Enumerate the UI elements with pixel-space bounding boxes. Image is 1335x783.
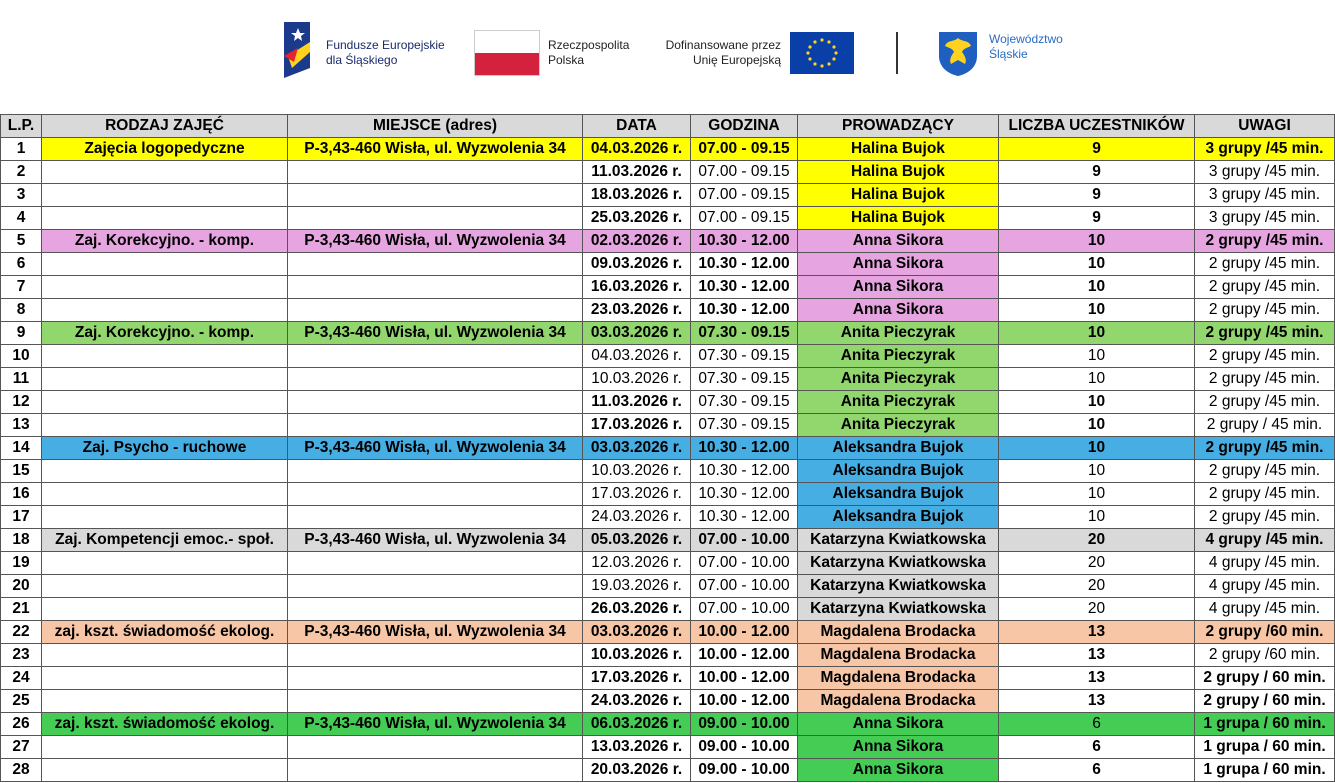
cell-rodzaj: zaj. kszt. świadomość ekolog. <box>42 713 288 736</box>
fe-star-icon <box>284 22 318 78</box>
cell-lp: 26 <box>1 713 42 736</box>
cell-data: 03.03.2026 r. <box>583 621 691 644</box>
cell-liczba: 10 <box>999 506 1195 529</box>
cell-prowadzacy: Aleksandra Bujok <box>798 483 999 506</box>
cell-lp: 4 <box>1 207 42 230</box>
cell-prowadzacy: Anna Sikora <box>798 253 999 276</box>
cell-miejsce <box>288 391 583 414</box>
cell-rodzaj <box>42 299 288 322</box>
cell-godzina: 10.30 - 12.00 <box>691 299 798 322</box>
table-row <box>1 230 1335 253</box>
cell-godzina: 07.00 - 09.15 <box>691 138 798 161</box>
table-row <box>1 506 1335 529</box>
cell-rodzaj <box>42 690 288 713</box>
cell-miejsce <box>288 184 583 207</box>
cell-prowadzacy: Halina Bujok <box>798 138 999 161</box>
cell-godzina: 10.30 - 12.00 <box>691 460 798 483</box>
cell-lp: 3 <box>1 184 42 207</box>
cell-lp: 19 <box>1 552 42 575</box>
eu-line2: Unię Europejską <box>692 53 781 67</box>
eu-line1: Dofinansowane przez <box>665 38 781 52</box>
table-row <box>1 253 1335 276</box>
cell-miejsce <box>288 667 583 690</box>
cell-data: 05.03.2026 r. <box>583 529 691 552</box>
cell-rodzaj <box>42 207 288 230</box>
table-row <box>1 552 1335 575</box>
cell-liczba: 10 <box>999 276 1195 299</box>
cell-prowadzacy: Katarzyna Kwiatkowska <box>798 575 999 598</box>
table-row <box>1 391 1335 414</box>
cell-prowadzacy: Anita Pieczyrak <box>798 391 999 414</box>
cell-miejsce <box>288 736 583 759</box>
cell-godzina: 07.30 - 09.15 <box>691 391 798 414</box>
cell-godzina: 07.30 - 09.15 <box>691 414 798 437</box>
cell-rodzaj <box>42 575 288 598</box>
cell-miejsce <box>288 598 583 621</box>
cell-godzina: 07.30 - 09.15 <box>691 322 798 345</box>
header-godzina: GODZINA <box>691 115 798 138</box>
header-miejsce: MIEJSCE (adres) <box>288 115 583 138</box>
cell-data: 03.03.2026 r. <box>583 437 691 460</box>
cell-data: 17.03.2026 r. <box>583 414 691 437</box>
cell-godzina: 07.00 - 09.15 <box>691 207 798 230</box>
cell-data: 06.03.2026 r. <box>583 713 691 736</box>
cell-data: 09.03.2026 r. <box>583 253 691 276</box>
cell-uwagi: 4 grupy /45 min. <box>1195 598 1335 621</box>
cell-prowadzacy: Aleksandra Bujok <box>798 460 999 483</box>
cell-lp: 22 <box>1 621 42 644</box>
cell-uwagi: 2 grupy /45 min. <box>1195 253 1335 276</box>
cell-data: 13.03.2026 r. <box>583 736 691 759</box>
cell-godzina: 10.30 - 12.00 <box>691 506 798 529</box>
cell-godzina: 09.00 - 10.00 <box>691 736 798 759</box>
cell-miejsce: P-3,43-460 Wisła, ul. Wyzwolenia 34 <box>288 138 583 161</box>
cell-data: 11.03.2026 r. <box>583 391 691 414</box>
table-row <box>1 184 1335 207</box>
cell-miejsce: P-3,43-460 Wisła, ul. Wyzwolenia 34 <box>288 322 583 345</box>
cell-prowadzacy: Anita Pieczyrak <box>798 414 999 437</box>
cell-godzina: 07.00 - 10.00 <box>691 552 798 575</box>
cell-liczba: 10 <box>999 483 1195 506</box>
fundusze-europejskie-logo <box>284 22 449 78</box>
cell-rodzaj: Zaj. Psycho - ruchowe <box>42 437 288 460</box>
cell-lp: 2 <box>1 161 42 184</box>
cell-godzina: 09.00 - 10.00 <box>691 713 798 736</box>
cell-godzina: 07.00 - 10.00 <box>691 575 798 598</box>
table-row <box>1 759 1335 782</box>
cell-godzina: 07.00 - 10.00 <box>691 529 798 552</box>
table-row <box>1 437 1335 460</box>
schedule-table <box>0 114 1335 782</box>
table-row <box>1 690 1335 713</box>
cell-uwagi: 2 grupy /60 min. <box>1195 621 1335 644</box>
cell-prowadzacy: Anna Sikora <box>798 736 999 759</box>
cell-uwagi: 2 grupy /45 min. <box>1195 506 1335 529</box>
cell-rodzaj: Zajęcia logopedyczne <box>42 138 288 161</box>
cell-miejsce <box>288 368 583 391</box>
table-row <box>1 644 1335 667</box>
cell-godzina: 10.30 - 12.00 <box>691 276 798 299</box>
table-row <box>1 207 1335 230</box>
cell-godzina: 07.30 - 09.15 <box>691 368 798 391</box>
table-row <box>1 138 1335 161</box>
cell-data: 25.03.2026 r. <box>583 207 691 230</box>
cell-miejsce: P-3,43-460 Wisła, ul. Wyzwolenia 34 <box>288 621 583 644</box>
cell-liczba: 13 <box>999 644 1195 667</box>
table-row <box>1 299 1335 322</box>
cell-uwagi: 3 grupy /45 min. <box>1195 207 1335 230</box>
cell-liczba: 20 <box>999 598 1195 621</box>
cell-lp: 12 <box>1 391 42 414</box>
cell-uwagi: 2 grupy /45 min. <box>1195 437 1335 460</box>
cell-lp: 10 <box>1 345 42 368</box>
cell-data: 02.03.2026 r. <box>583 230 691 253</box>
cell-data: 19.03.2026 r. <box>583 575 691 598</box>
cell-rodzaj <box>42 460 288 483</box>
cell-liczba: 10 <box>999 299 1195 322</box>
cell-liczba: 20 <box>999 552 1195 575</box>
cell-prowadzacy: Anna Sikora <box>798 276 999 299</box>
cell-uwagi: 2 grupy /45 min. <box>1195 230 1335 253</box>
cell-uwagi: 2 grupy /45 min. <box>1195 345 1335 368</box>
logo-divider <box>896 32 898 74</box>
cell-lp: 25 <box>1 690 42 713</box>
cell-rodzaj <box>42 667 288 690</box>
cell-prowadzacy: Halina Bujok <box>798 161 999 184</box>
cell-lp: 27 <box>1 736 42 759</box>
cell-liczba: 9 <box>999 207 1195 230</box>
cell-data: 11.03.2026 r. <box>583 161 691 184</box>
cell-uwagi: 2 grupy / 45 min. <box>1195 414 1335 437</box>
cell-data: 17.03.2026 r. <box>583 483 691 506</box>
cell-miejsce <box>288 207 583 230</box>
cell-miejsce: P-3,43-460 Wisła, ul. Wyzwolenia 34 <box>288 713 583 736</box>
cell-prowadzacy: Anita Pieczyrak <box>798 322 999 345</box>
cell-rodzaj <box>42 414 288 437</box>
cell-lp: 28 <box>1 759 42 782</box>
header-prowadzacy: PROWADZĄCY <box>798 115 999 138</box>
slask-text <box>989 32 1063 62</box>
cell-godzina: 10.30 - 12.00 <box>691 437 798 460</box>
cell-prowadzacy: Katarzyna Kwiatkowska <box>798 552 999 575</box>
cell-rodzaj <box>42 253 288 276</box>
cell-prowadzacy: Aleksandra Bujok <box>798 437 999 460</box>
cell-miejsce <box>288 575 583 598</box>
cell-liczba: 10 <box>999 322 1195 345</box>
cell-godzina: 07.00 - 09.15 <box>691 161 798 184</box>
cell-miejsce <box>288 483 583 506</box>
cell-rodzaj: Zaj. Kompetencji emoc.- społ. <box>42 529 288 552</box>
cell-rodzaj: Zaj. Korekcyjno. - komp. <box>42 230 288 253</box>
table-row <box>1 713 1335 736</box>
cell-lp: 11 <box>1 368 42 391</box>
cell-data: 23.03.2026 r. <box>583 299 691 322</box>
table-row <box>1 414 1335 437</box>
cell-miejsce <box>288 276 583 299</box>
sl-line1: Województwo <box>989 32 1063 46</box>
cell-uwagi: 4 grupy /45 min. <box>1195 575 1335 598</box>
table-row <box>1 529 1335 552</box>
cell-uwagi: 2 grupy /45 min. <box>1195 391 1335 414</box>
cell-rodzaj <box>42 483 288 506</box>
cell-data: 04.03.2026 r. <box>583 138 691 161</box>
cell-liczba: 10 <box>999 253 1195 276</box>
cell-miejsce: P-3,43-460 Wisła, ul. Wyzwolenia 34 <box>288 437 583 460</box>
header-liczba: LICZBA UCZESTNIKÓW <box>999 115 1195 138</box>
cell-prowadzacy: Katarzyna Kwiatkowska <box>798 529 999 552</box>
table-row <box>1 483 1335 506</box>
cell-data: 16.03.2026 r. <box>583 276 691 299</box>
cell-godzina: 10.00 - 12.00 <box>691 667 798 690</box>
cell-godzina: 07.00 - 09.15 <box>691 184 798 207</box>
cell-godzina: 10.00 - 12.00 <box>691 644 798 667</box>
cell-uwagi: 2 grupy / 60 min. <box>1195 667 1335 690</box>
cell-liczba: 10 <box>999 230 1195 253</box>
header-data: DATA <box>583 115 691 138</box>
cell-liczba: 20 <box>999 529 1195 552</box>
cell-miejsce <box>288 161 583 184</box>
cell-rodzaj <box>42 598 288 621</box>
cell-prowadzacy: Magdalena Brodacka <box>798 667 999 690</box>
cell-data: 24.03.2026 r. <box>583 690 691 713</box>
cell-godzina: 10.00 - 12.00 <box>691 690 798 713</box>
cell-rodzaj <box>42 644 288 667</box>
cell-lp: 20 <box>1 575 42 598</box>
cell-uwagi: 2 grupy /45 min. <box>1195 460 1335 483</box>
eagle-crest-icon <box>937 30 979 76</box>
fe-line1: Fundusze Europejskie <box>326 38 445 52</box>
cell-miejsce <box>288 414 583 437</box>
cell-miejsce <box>288 759 583 782</box>
cell-liczba: 10 <box>999 414 1195 437</box>
cell-godzina: 07.00 - 10.00 <box>691 598 798 621</box>
cell-godzina: 10.00 - 12.00 <box>691 621 798 644</box>
cell-data: 17.03.2026 r. <box>583 667 691 690</box>
cell-godzina: 10.30 - 12.00 <box>691 230 798 253</box>
cell-data: 10.03.2026 r. <box>583 368 691 391</box>
table-row <box>1 368 1335 391</box>
cell-uwagi: 2 grupy /60 min. <box>1195 644 1335 667</box>
pl-line2: Polska <box>548 53 585 67</box>
cell-data: 04.03.2026 r. <box>583 345 691 368</box>
polish-flag-icon <box>474 30 540 76</box>
cell-lp: 13 <box>1 414 42 437</box>
cell-prowadzacy: Anita Pieczyrak <box>798 368 999 391</box>
cell-lp: 8 <box>1 299 42 322</box>
cell-uwagi: 2 grupy /45 min. <box>1195 322 1335 345</box>
cell-lp: 1 <box>1 138 42 161</box>
cell-godzina: 09.00 - 10.00 <box>691 759 798 782</box>
table-row <box>1 345 1335 368</box>
pl-line1: Rzeczpospolita <box>548 38 630 52</box>
cell-miejsce <box>288 345 583 368</box>
cell-lp: 16 <box>1 483 42 506</box>
table-row <box>1 276 1335 299</box>
cell-lp: 23 <box>1 644 42 667</box>
cell-data: 12.03.2026 r. <box>583 552 691 575</box>
cell-liczba: 10 <box>999 391 1195 414</box>
cell-uwagi: 4 grupy /45 min. <box>1195 552 1335 575</box>
cell-lp: 9 <box>1 322 42 345</box>
cell-miejsce: P-3,43-460 Wisła, ul. Wyzwolenia 34 <box>288 230 583 253</box>
cell-rodzaj <box>42 368 288 391</box>
cell-lp: 14 <box>1 437 42 460</box>
cell-rodzaj <box>42 736 288 759</box>
cell-lp: 15 <box>1 460 42 483</box>
logo-bar <box>0 0 1335 113</box>
sl-line2: Śląskie <box>989 47 1028 61</box>
cell-miejsce <box>288 644 583 667</box>
cell-miejsce <box>288 460 583 483</box>
cell-rodzaj <box>42 161 288 184</box>
eu-flag-icon <box>790 32 854 74</box>
cell-data: 10.03.2026 r. <box>583 644 691 667</box>
cell-uwagi: 3 grupy /45 min. <box>1195 184 1335 207</box>
cell-data: 26.03.2026 r. <box>583 598 691 621</box>
cell-lp: 24 <box>1 667 42 690</box>
cell-prowadzacy: Katarzyna Kwiatkowska <box>798 598 999 621</box>
cell-miejsce <box>288 690 583 713</box>
cell-data: 20.03.2026 r. <box>583 759 691 782</box>
header-lp: L.P. <box>1 115 42 138</box>
cell-prowadzacy: Anna Sikora <box>798 759 999 782</box>
cell-liczba: 10 <box>999 345 1195 368</box>
cell-liczba: 6 <box>999 713 1195 736</box>
cell-uwagi: 2 grupy / 60 min. <box>1195 690 1335 713</box>
cell-uwagi: 1 grupa / 60 min. <box>1195 736 1335 759</box>
cell-prowadzacy: Aleksandra Bujok <box>798 506 999 529</box>
cell-liczba: 10 <box>999 368 1195 391</box>
cell-data: 24.03.2026 r. <box>583 506 691 529</box>
fe-line2: dla Śląskiego <box>326 53 398 67</box>
table-row <box>1 667 1335 690</box>
cell-liczba: 10 <box>999 437 1195 460</box>
table-row <box>1 575 1335 598</box>
cell-rodzaj <box>42 184 288 207</box>
cell-lp: 5 <box>1 230 42 253</box>
cell-godzina: 10.30 - 12.00 <box>691 483 798 506</box>
cell-godzina: 07.30 - 09.15 <box>691 345 798 368</box>
cell-miejsce <box>288 299 583 322</box>
cell-rodzaj: Zaj. Korekcyjno. - komp. <box>42 322 288 345</box>
cell-rodzaj <box>42 276 288 299</box>
cell-rodzaj <box>42 552 288 575</box>
cell-lp: 21 <box>1 598 42 621</box>
header-rodzaj: RODZAJ ZAJĘĆ <box>42 115 288 138</box>
cell-prowadzacy: Magdalena Brodacka <box>798 690 999 713</box>
cell-uwagi: 3 grupy /45 min. <box>1195 138 1335 161</box>
cell-uwagi: 2 grupy /45 min. <box>1195 483 1335 506</box>
cell-lp: 7 <box>1 276 42 299</box>
cell-prowadzacy: Anna Sikora <box>798 230 999 253</box>
cell-liczba: 13 <box>999 667 1195 690</box>
cell-liczba: 9 <box>999 138 1195 161</box>
cell-miejsce: P-3,43-460 Wisła, ul. Wyzwolenia 34 <box>288 529 583 552</box>
cell-lp: 6 <box>1 253 42 276</box>
cell-prowadzacy: Halina Bujok <box>798 184 999 207</box>
table-row <box>1 161 1335 184</box>
cell-lp: 17 <box>1 506 42 529</box>
cell-miejsce <box>288 253 583 276</box>
cell-liczba: 13 <box>999 621 1195 644</box>
cell-liczba: 6 <box>999 759 1195 782</box>
cell-liczba: 9 <box>999 161 1195 184</box>
cell-prowadzacy: Magdalena Brodacka <box>798 644 999 667</box>
cell-lp: 18 <box>1 529 42 552</box>
table-row <box>1 621 1335 644</box>
cell-rodzaj <box>42 345 288 368</box>
cell-liczba: 13 <box>999 690 1195 713</box>
header-uwagi: UWAGI <box>1195 115 1335 138</box>
cell-uwagi: 1 grupa / 60 min. <box>1195 759 1335 782</box>
cell-data: 03.03.2026 r. <box>583 322 691 345</box>
cell-miejsce <box>288 506 583 529</box>
table-row <box>1 736 1335 759</box>
cell-rodzaj <box>42 759 288 782</box>
header-row <box>1 115 1335 138</box>
cell-data: 18.03.2026 r. <box>583 184 691 207</box>
cell-uwagi: 3 grupy /45 min. <box>1195 161 1335 184</box>
cell-liczba: 10 <box>999 460 1195 483</box>
cell-uwagi: 2 grupy /45 min. <box>1195 276 1335 299</box>
table-row <box>1 322 1335 345</box>
cell-rodzaj: zaj. kszt. świadomość ekolog. <box>42 621 288 644</box>
table-row <box>1 598 1335 621</box>
cell-prowadzacy: Anna Sikora <box>798 713 999 736</box>
cell-liczba: 6 <box>999 736 1195 759</box>
cell-uwagi: 4 grupy /45 min. <box>1195 529 1335 552</box>
cell-liczba: 9 <box>999 184 1195 207</box>
cell-prowadzacy: Magdalena Brodacka <box>798 621 999 644</box>
cell-uwagi: 2 grupy /45 min. <box>1195 368 1335 391</box>
cell-rodzaj <box>42 391 288 414</box>
cell-miejsce <box>288 552 583 575</box>
cell-prowadzacy: Halina Bujok <box>798 207 999 230</box>
cell-data: 10.03.2026 r. <box>583 460 691 483</box>
cell-prowadzacy: Anna Sikora <box>798 299 999 322</box>
table-row <box>1 460 1335 483</box>
cell-uwagi: 1 grupa / 60 min. <box>1195 713 1335 736</box>
cell-prowadzacy: Anita Pieczyrak <box>798 345 999 368</box>
cell-liczba: 20 <box>999 575 1195 598</box>
cell-godzina: 10.30 - 12.00 <box>691 253 798 276</box>
cell-rodzaj <box>42 506 288 529</box>
cell-uwagi: 2 grupy /45 min. <box>1195 299 1335 322</box>
